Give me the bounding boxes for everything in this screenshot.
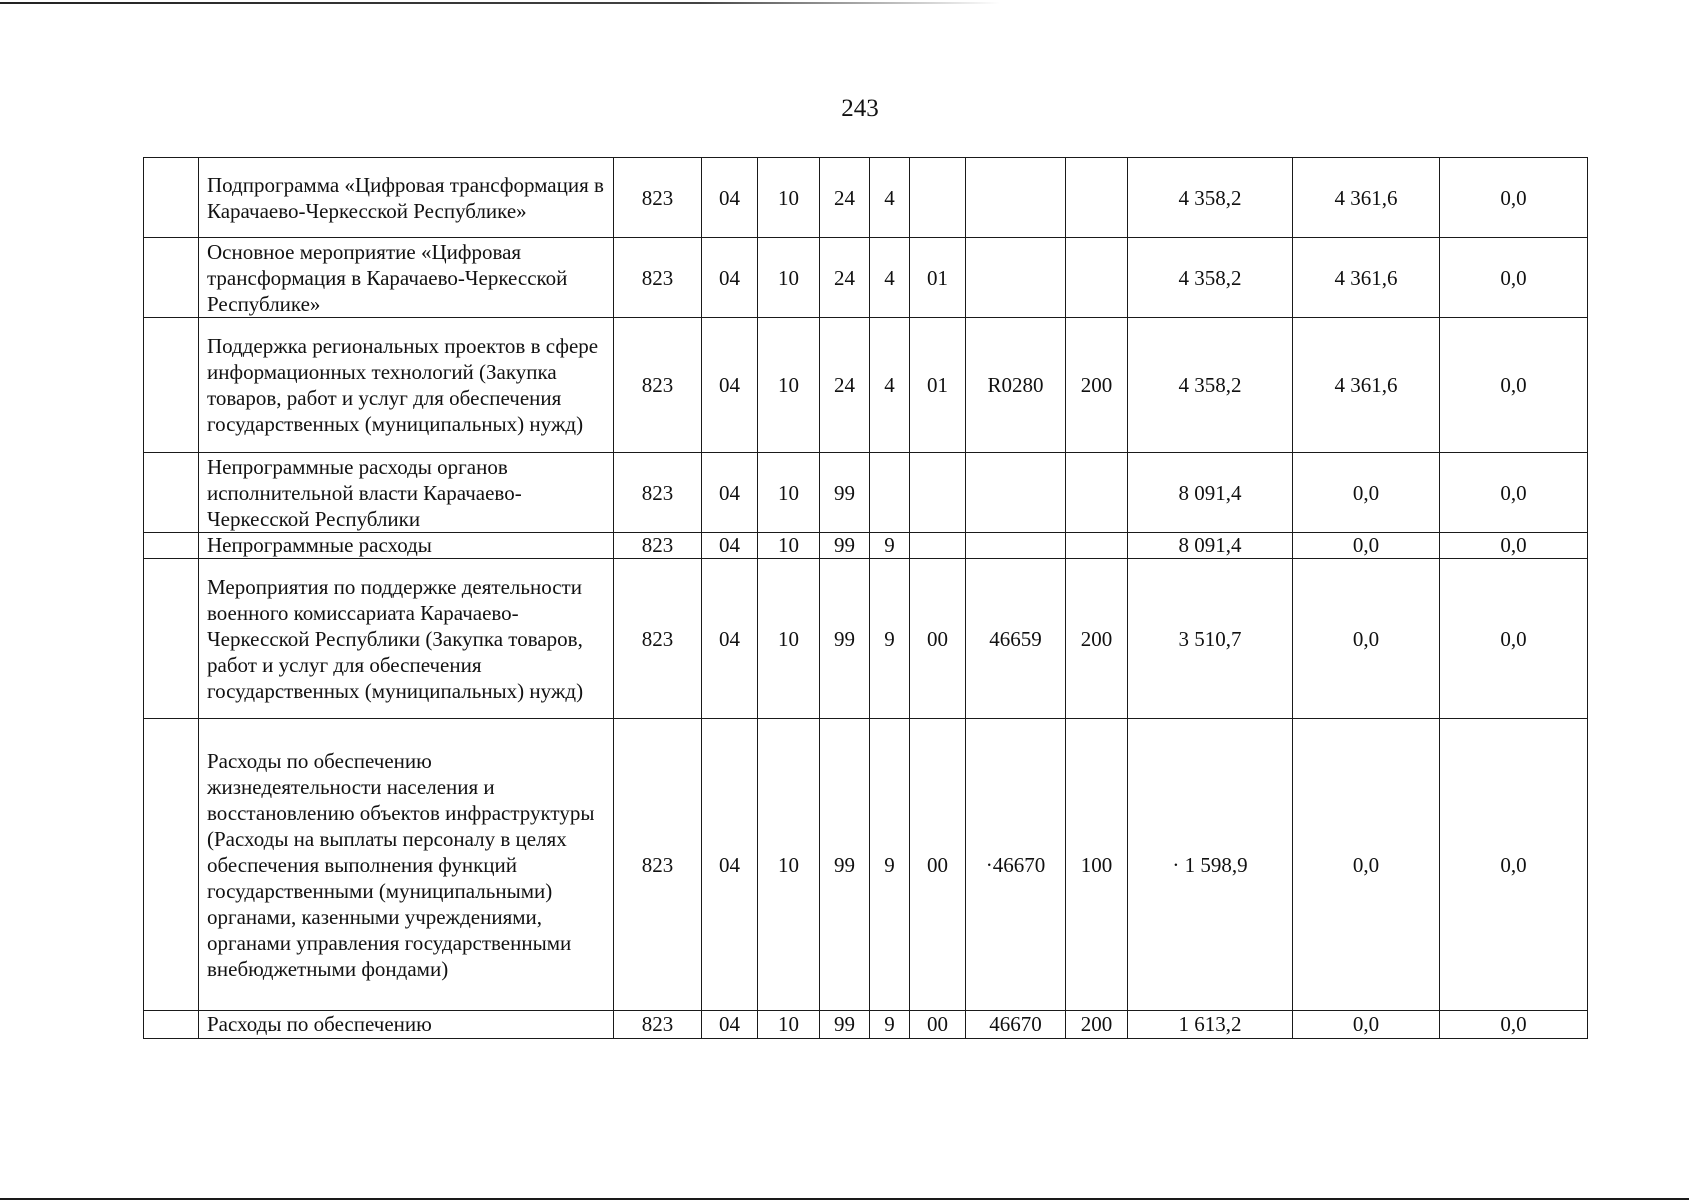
- expense-direction-cell: [966, 158, 1066, 238]
- amount-year-1-cell: 4 358,2: [1128, 318, 1293, 453]
- subprogram-code-cell: 9: [870, 1011, 910, 1039]
- section-code-cell: 04: [702, 719, 758, 1011]
- amount-year-2-cell: 0,0: [1293, 453, 1440, 533]
- amount-year-2-cell: 0,0: [1293, 719, 1440, 1011]
- expense-type-cell: 200: [1066, 318, 1128, 453]
- expense-direction-cell: 46659: [966, 559, 1066, 719]
- subsection-code-cell: 10: [758, 719, 820, 1011]
- subprogram-code-cell: 9: [870, 719, 910, 1011]
- subsection-code-cell: 10: [758, 318, 820, 453]
- amount-year-1-cell: 4 358,2: [1128, 238, 1293, 318]
- program-code-cell: 99: [820, 533, 870, 559]
- program-code-cell: 24: [820, 318, 870, 453]
- amount-year-2-cell: 4 361,6: [1293, 158, 1440, 238]
- subsection-code-cell: 10: [758, 1011, 820, 1039]
- budget-table: [143, 157, 1588, 1039]
- main-activity-code-cell: 00: [910, 1011, 966, 1039]
- row-number-cell: [144, 1011, 199, 1039]
- table-body: [144, 158, 1588, 1039]
- program-code-cell: 24: [820, 238, 870, 318]
- ministry-code-cell: 823: [614, 559, 702, 719]
- table-row: [144, 238, 1588, 318]
- top-scan-edge: [0, 2, 1000, 4]
- main-activity-code-cell: [910, 533, 966, 559]
- ministry-code-cell: 823: [614, 318, 702, 453]
- main-activity-code-cell: 01: [910, 318, 966, 453]
- expense-type-cell: [1066, 533, 1128, 559]
- subprogram-code-cell: 4: [870, 158, 910, 238]
- expense-type-cell: 200: [1066, 1011, 1128, 1039]
- program-code-cell: 24: [820, 158, 870, 238]
- subsection-code-cell: 10: [758, 238, 820, 318]
- section-code-cell: 04: [702, 318, 758, 453]
- row-number-cell: [144, 533, 199, 559]
- expense-direction-cell: ·46670: [966, 719, 1066, 1011]
- amount-year-2-cell: 0,0: [1293, 1011, 1440, 1039]
- expense-type-cell: [1066, 158, 1128, 238]
- amount-year-3-cell: 0,0: [1440, 1011, 1588, 1039]
- expense-type-cell: 200: [1066, 559, 1128, 719]
- section-code-cell: 04: [702, 238, 758, 318]
- amount-year-3-cell: 0,0: [1440, 318, 1588, 453]
- subprogram-code-cell: 4: [870, 318, 910, 453]
- expense-direction-cell: 46670: [966, 1011, 1066, 1039]
- expense-name-cell: Подпрограмма «Цифровая трансформация в Карачаево-Черкесской Республике»: [199, 158, 614, 238]
- amount-year-1-cell: · 1 598,9: [1128, 719, 1293, 1011]
- table-row: [144, 158, 1588, 238]
- program-code-cell: 99: [820, 559, 870, 719]
- main-activity-code-cell: 00: [910, 719, 966, 1011]
- expense-type-cell: 100: [1066, 719, 1128, 1011]
- expense-direction-cell: [966, 453, 1066, 533]
- table-row: [144, 318, 1588, 453]
- table-row: [144, 719, 1588, 1011]
- amount-year-3-cell: 0,0: [1440, 559, 1588, 719]
- row-number-cell: [144, 318, 199, 453]
- page-number: 243: [841, 95, 879, 122]
- subsection-code-cell: 10: [758, 158, 820, 238]
- subprogram-code-cell: 9: [870, 559, 910, 719]
- program-code-cell: 99: [820, 453, 870, 533]
- row-number-cell: [144, 559, 199, 719]
- main-activity-code-cell: [910, 158, 966, 238]
- subsection-code-cell: 10: [758, 453, 820, 533]
- section-code-cell: 04: [702, 158, 758, 238]
- ministry-code-cell: 823: [614, 158, 702, 238]
- amount-year-1-cell: 8 091,4: [1128, 453, 1293, 533]
- main-activity-code-cell: 01: [910, 238, 966, 318]
- section-code-cell: 04: [702, 559, 758, 719]
- row-number-cell: [144, 453, 199, 533]
- expense-name-cell: Расходы по обеспечению жизнедеятельности населения и восстановлению объектов инфраструктуры (Расходы на выплаты персоналу в целях обеспечения выполнения функций государственными (муниципальными) органами, казенными учреждениями, органами управления государственными внебюджетными фондами): [199, 719, 614, 1011]
- subsection-code-cell: 10: [758, 533, 820, 559]
- expense-name-cell: Поддержка региональных проектов в сфере информационных технологий (Закупка товаров, работ и услуг для обеспечения государственных (муниципальных) нужд): [199, 318, 614, 453]
- expense-name-cell: Мероприятия по поддержке деятельности военного комиссариата Карачаево-Черкесской Республики (Закупка товаров, работ и услуг для обеспечения государственных (муниципальных) нужд): [199, 559, 614, 719]
- ministry-code-cell: 823: [614, 453, 702, 533]
- subprogram-code-cell: 9: [870, 533, 910, 559]
- row-number-cell: [144, 719, 199, 1011]
- ministry-code-cell: 823: [614, 719, 702, 1011]
- amount-year-1-cell: 1 613,2: [1128, 1011, 1293, 1039]
- ministry-code-cell: 823: [614, 1011, 702, 1039]
- main-activity-code-cell: [910, 453, 966, 533]
- table-row: [144, 453, 1588, 533]
- table-row: [144, 533, 1588, 559]
- subprogram-code-cell: [870, 453, 910, 533]
- amount-year-1-cell: 4 358,2: [1128, 158, 1293, 238]
- subprogram-code-cell: 4: [870, 238, 910, 318]
- expense-type-cell: [1066, 238, 1128, 318]
- amount-year-2-cell: 0,0: [1293, 533, 1440, 559]
- expense-type-cell: [1066, 453, 1128, 533]
- table-row: [144, 559, 1588, 719]
- amount-year-1-cell: 3 510,7: [1128, 559, 1293, 719]
- expense-name-cell: Основное мероприятие «Цифровая трансформация в Карачаево-Черкесской Республике»: [199, 238, 614, 318]
- program-code-cell: 99: [820, 1011, 870, 1039]
- expense-direction-cell: [966, 238, 1066, 318]
- row-number-cell: [144, 158, 199, 238]
- expense-name-cell: Расходы по обеспечению: [199, 1011, 614, 1039]
- ministry-code-cell: 823: [614, 238, 702, 318]
- amount-year-3-cell: 0,0: [1440, 533, 1588, 559]
- expense-name-cell: Непрограммные расходы органов исполнительной власти Карачаево-Черкесской Республики: [199, 453, 614, 533]
- amount-year-3-cell: 0,0: [1440, 238, 1588, 318]
- section-code-cell: 04: [702, 533, 758, 559]
- amount-year-3-cell: 0,0: [1440, 158, 1588, 238]
- amount-year-3-cell: 0,0: [1440, 719, 1588, 1011]
- program-code-cell: 99: [820, 719, 870, 1011]
- amount-year-3-cell: 0,0: [1440, 453, 1588, 533]
- amount-year-2-cell: 4 361,6: [1293, 318, 1440, 453]
- amount-year-2-cell: 4 361,6: [1293, 238, 1440, 318]
- expense-name-cell: Непрограммные расходы: [199, 533, 614, 559]
- section-code-cell: 04: [702, 453, 758, 533]
- section-code-cell: 04: [702, 1011, 758, 1039]
- amount-year-2-cell: 0,0: [1293, 559, 1440, 719]
- expense-direction-cell: [966, 533, 1066, 559]
- table-row: [144, 1011, 1588, 1039]
- subsection-code-cell: 10: [758, 559, 820, 719]
- row-number-cell: [144, 238, 199, 318]
- main-activity-code-cell: 00: [910, 559, 966, 719]
- amount-year-1-cell: 8 091,4: [1128, 533, 1293, 559]
- expense-direction-cell: R0280: [966, 318, 1066, 453]
- ministry-code-cell: 823: [614, 533, 702, 559]
